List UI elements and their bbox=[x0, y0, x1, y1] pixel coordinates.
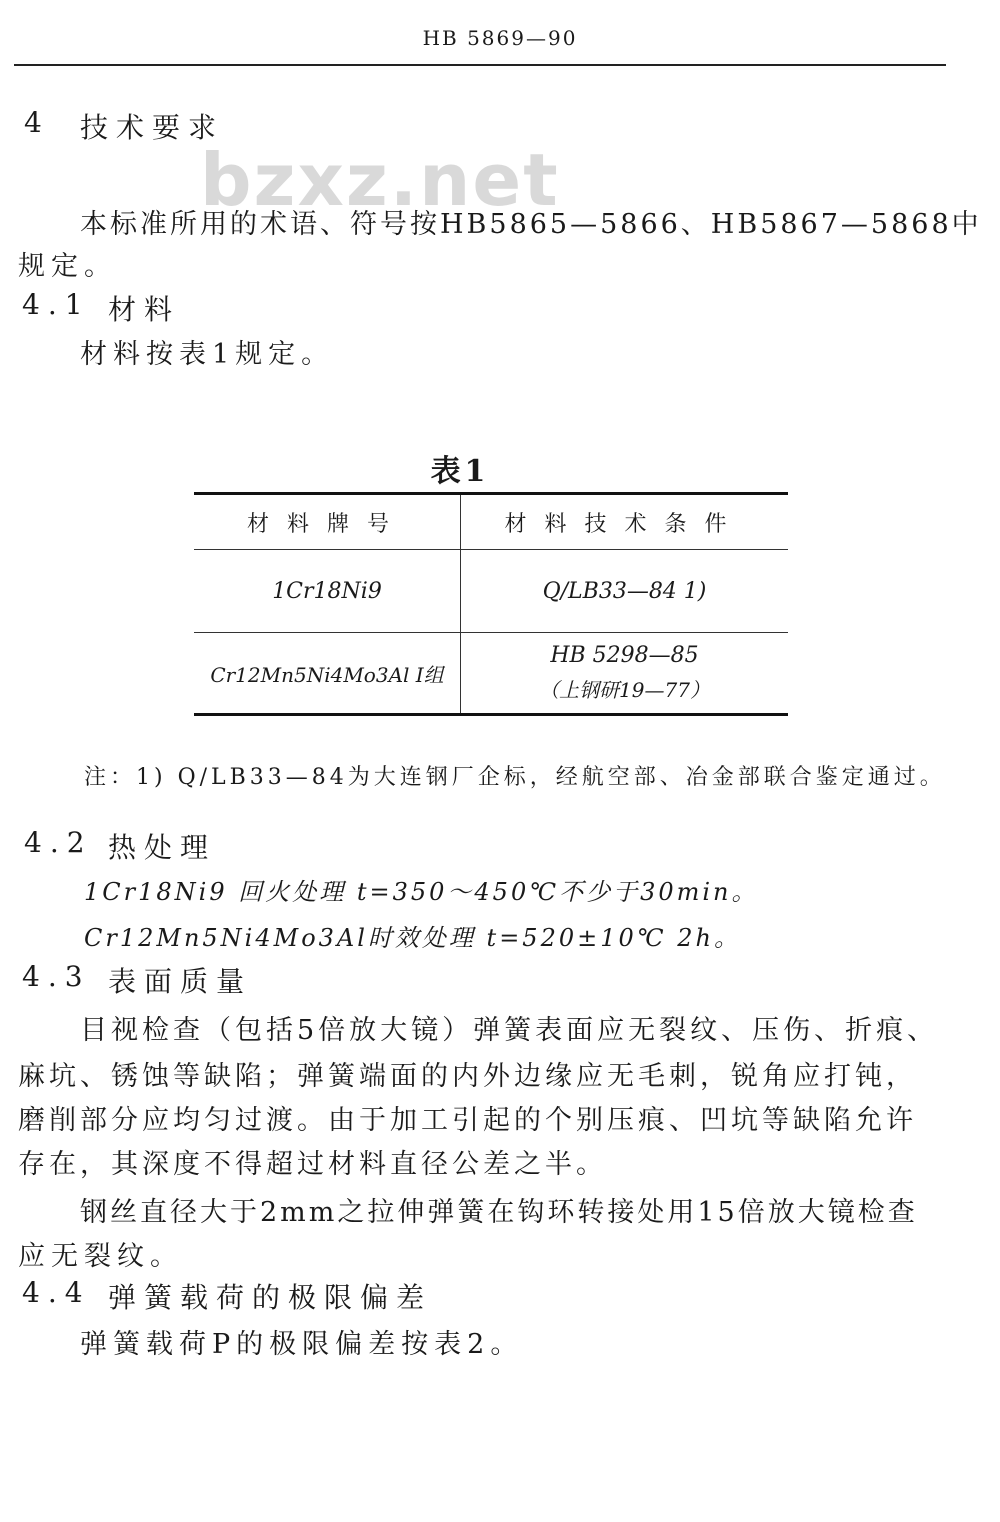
section-4-4-title: 弹簧载荷的极限偏差 bbox=[108, 1281, 433, 1314]
section-4-3-p2-line1: 钢丝直径大于2mm之拉伸弹簧在钩环转接处用15倍放大镜检查 bbox=[80, 1197, 918, 1228]
table-1 bbox=[194, 492, 788, 716]
section-4-4-text: 弹簧载荷P的极限偏差按表2。 bbox=[80, 1329, 524, 1360]
section-4-2-line2: Cr12Mn5Ni4Mo3Al时效处理 t=520±10℃ 2h。 bbox=[84, 924, 741, 952]
header-material-spec: 材料技术条件 bbox=[461, 494, 789, 550]
section-4-4-number: 4.4 bbox=[22, 1276, 91, 1309]
header-material-grade: 材料牌号 bbox=[194, 494, 461, 550]
cell-grade: 1Cr18Ni9 bbox=[194, 550, 461, 633]
section-4-number: 4 bbox=[24, 106, 50, 139]
section-4-2-number: 4.2 bbox=[24, 826, 93, 859]
section-4-paragraph-line1: 本标准所用的术语、符号按HB5865—5866、HB5867—5868中 bbox=[80, 209, 982, 240]
section-4-3-p1-line3: 磨削部分应均匀过渡。由于加工引起的个别压痕、凹坑等缺陷允许 bbox=[18, 1105, 917, 1136]
section-4-3-p1-line1: 目视检查（包括5倍放大镜）弹簧表面应无裂纹、压伤、折痕、 bbox=[80, 1015, 939, 1046]
header-rule bbox=[14, 64, 946, 66]
section-4-3-number: 4.3 bbox=[22, 960, 91, 993]
section-4-3-p1-line4: 存在，其深度不得超过材料直径公差之半。 bbox=[18, 1149, 607, 1180]
section-4-3-p1-line2: 麻坑、锈蚀等缺陷；弹簧端面的内外边缘应无毛刺，锐角应打钝， bbox=[18, 1061, 917, 1092]
document-code-header: HB 5869—90 bbox=[422, 26, 578, 50]
cell-spec-sub: （上钢研19—77） bbox=[539, 678, 710, 702]
section-4-2-line1: 1Cr18Ni9 回火处理 t=350～450℃不少于30min。 bbox=[84, 878, 759, 906]
table-header-row bbox=[194, 494, 788, 550]
table-1-note: 注：1) Q/LB33—84为大连钢厂企标，经航空部、冶金部联合鉴定通过。 bbox=[84, 765, 946, 790]
table-row bbox=[194, 633, 788, 715]
section-4-1-title: 材料 bbox=[108, 293, 181, 326]
section-4-2-title: 热处理 bbox=[108, 831, 217, 864]
table-1-caption: 表1 bbox=[430, 454, 490, 489]
cell-spec-main: HB 5298—85 bbox=[550, 643, 699, 668]
cell-spec bbox=[461, 633, 789, 715]
section-4-3-title: 表面质量 bbox=[108, 965, 253, 998]
section-4-title: 技术要求 bbox=[80, 111, 225, 144]
cell-grade: Cr12Mn5Ni4Mo3Al Ⅰ组 bbox=[194, 633, 461, 715]
section-4-1-number: 4.1 bbox=[22, 288, 91, 321]
section-4-1-text: 材料按表1规定。 bbox=[80, 339, 335, 370]
watermark: bzxz.net bbox=[200, 138, 560, 222]
section-4-3-p2-line2: 应无裂纹。 bbox=[18, 1241, 183, 1272]
section-4-paragraph-line2: 规定。 bbox=[18, 251, 117, 282]
cell-spec: Q/LB33—84 1) bbox=[461, 550, 789, 633]
table-row bbox=[194, 550, 788, 633]
